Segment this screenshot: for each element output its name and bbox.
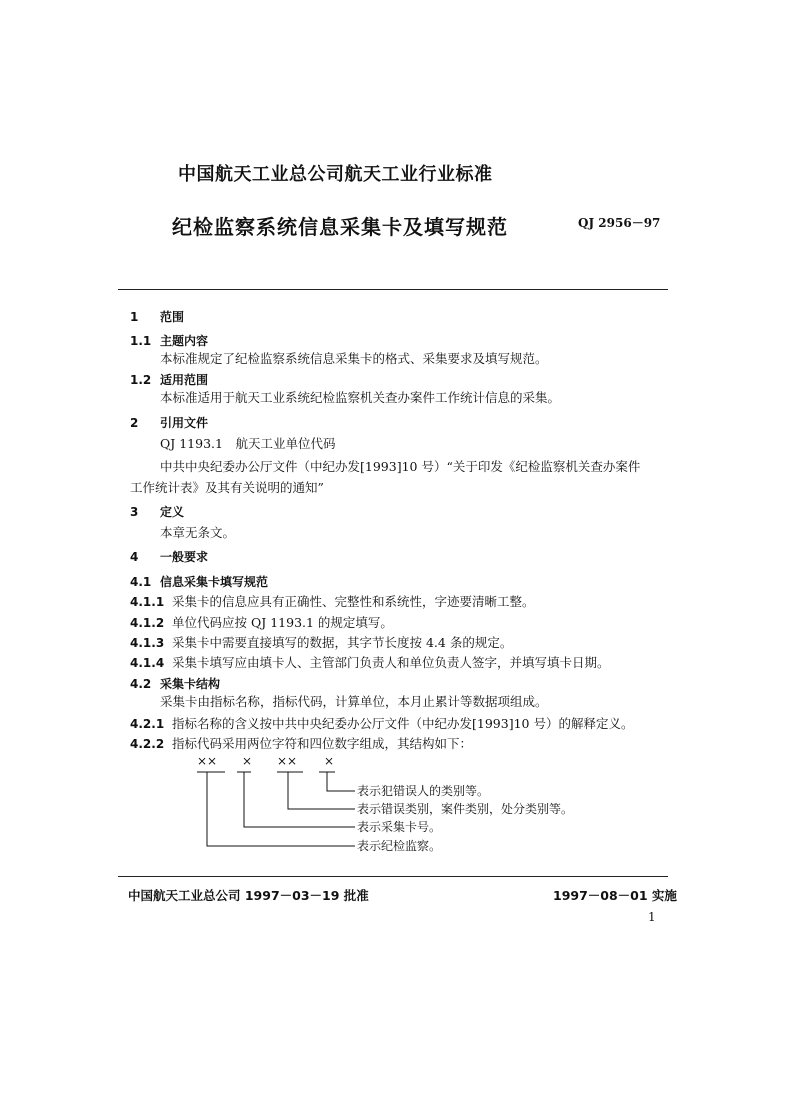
section-title: 适用范围	[160, 373, 209, 387]
clause-4-1-2	[130, 612, 393, 631]
clause-text: 指标名称的含义按中共中央纪委办公厅文件（中纪办发[1993]10 号）的解释定义。	[172, 716, 634, 731]
clause-number: 4.1.3	[130, 636, 165, 650]
section-2-heading	[130, 412, 208, 431]
code-mark-person-type: ×	[324, 754, 335, 768]
section-title: 采集卡结构	[160, 677, 221, 691]
leader-line-person-type	[327, 772, 355, 791]
effective-date: 1997－08－01 实施	[553, 888, 677, 903]
section-number: 3	[130, 505, 139, 519]
reference-circular-line2: 工作统计表》及其有关说明的通知”	[130, 480, 324, 495]
section-1-2-body: 本标准适用于航天工业系统纪检监察机关查办案件工作统计信息的采集。	[160, 390, 561, 405]
section-1-1-heading	[130, 330, 208, 349]
code-mark-category: ××	[197, 754, 218, 768]
reference-circular-line1: 中共中央纪委办公厅文件（中纪办发[1993]10 号）“关于印发《纪检监察机关查办案件	[160, 459, 641, 474]
clause-4-1-1	[130, 591, 535, 610]
section-4-2-body: 采集卡由指标名称，指标代码，计算单位，本月止累计等数据项组成。	[160, 694, 548, 709]
label-category: 表示纪检监察。	[357, 839, 442, 853]
approval-date: 中国航天工业总公司 1997－03－19 批准	[128, 888, 369, 903]
section-number: 4.1	[130, 575, 152, 589]
section-number: 2	[130, 416, 139, 430]
section-3-body: 本章无条文。	[160, 525, 236, 540]
label-person-type: 表示犯错误人的类别等。	[357, 784, 490, 798]
section-title: 定义	[160, 505, 185, 519]
clause-text: 指标代码采用两位字符和四位数字组成，其结构如下：	[172, 736, 473, 751]
section-title: 信息采集卡填写规范	[160, 575, 269, 589]
code-mark-card-number: ×	[242, 754, 253, 768]
footer-rule	[118, 876, 668, 877]
section-1-heading	[130, 306, 184, 325]
section-4-1-heading	[130, 571, 268, 590]
code-structure-diagram	[195, 750, 655, 860]
section-number: 1.2	[130, 373, 152, 387]
section-number: 4.2	[130, 677, 152, 691]
section-title: 主题内容	[160, 334, 209, 348]
clause-number: 4.1.1	[130, 595, 165, 609]
section-title: 引用文件	[160, 416, 209, 430]
document-title: 纪检监察系统信息采集卡及填写规范	[172, 215, 508, 239]
clause-4-2-1	[130, 713, 633, 732]
section-1-1-body: 本标准规定了纪检监察系统信息采集卡的格式、采集要求及填写规范。	[160, 351, 548, 366]
clause-4-1-4	[130, 652, 610, 671]
section-1-2-heading	[130, 369, 208, 388]
clause-number: 4.2.2	[130, 737, 165, 751]
clause-number: 4.1.4	[130, 656, 165, 670]
clause-text: 采集卡中需要直接填写的数据，其字节长度按 4.4 条的规定。	[172, 635, 513, 650]
section-number: 1	[130, 310, 139, 324]
reference-qj1193: QJ 1193.1 航天工业单位代码	[160, 436, 336, 451]
clause-text: 单位代码应按 QJ 1193.1 的规定填写。	[172, 615, 393, 630]
clause-4-1-3	[130, 632, 512, 651]
header-rule	[118, 289, 668, 290]
label-error-type: 表示错误类别，案件类别，处分类别等。	[357, 802, 574, 816]
label-card-number: 表示采集卡号。	[357, 820, 442, 834]
clause-number: 4.1.2	[130, 616, 165, 630]
section-title: 范围	[160, 310, 185, 324]
section-number: 1.1	[130, 334, 152, 348]
page-number: 1	[648, 910, 656, 924]
section-title: 一般要求	[160, 550, 209, 564]
section-number: 4	[130, 550, 139, 564]
clause-number: 4.2.1	[130, 717, 165, 731]
clause-text: 采集卡的信息应具有正确性、完整性和系统性，字迹要清晰工整。	[172, 594, 535, 609]
leader-line-card-number	[244, 772, 355, 827]
section-3-heading	[130, 501, 184, 520]
issuing-organization: 中国航天工业总公司航天工业行业标准	[178, 164, 493, 185]
section-4-2-heading	[130, 673, 220, 692]
code-mark-error-type: ××	[277, 754, 298, 768]
standard-number: QJ 2956－97	[578, 216, 661, 230]
section-4-heading	[130, 546, 208, 565]
clause-text: 采集卡填写应由填卡人、主管部门负责人和单位负责人签字，并填写填卡日期。	[172, 655, 610, 670]
